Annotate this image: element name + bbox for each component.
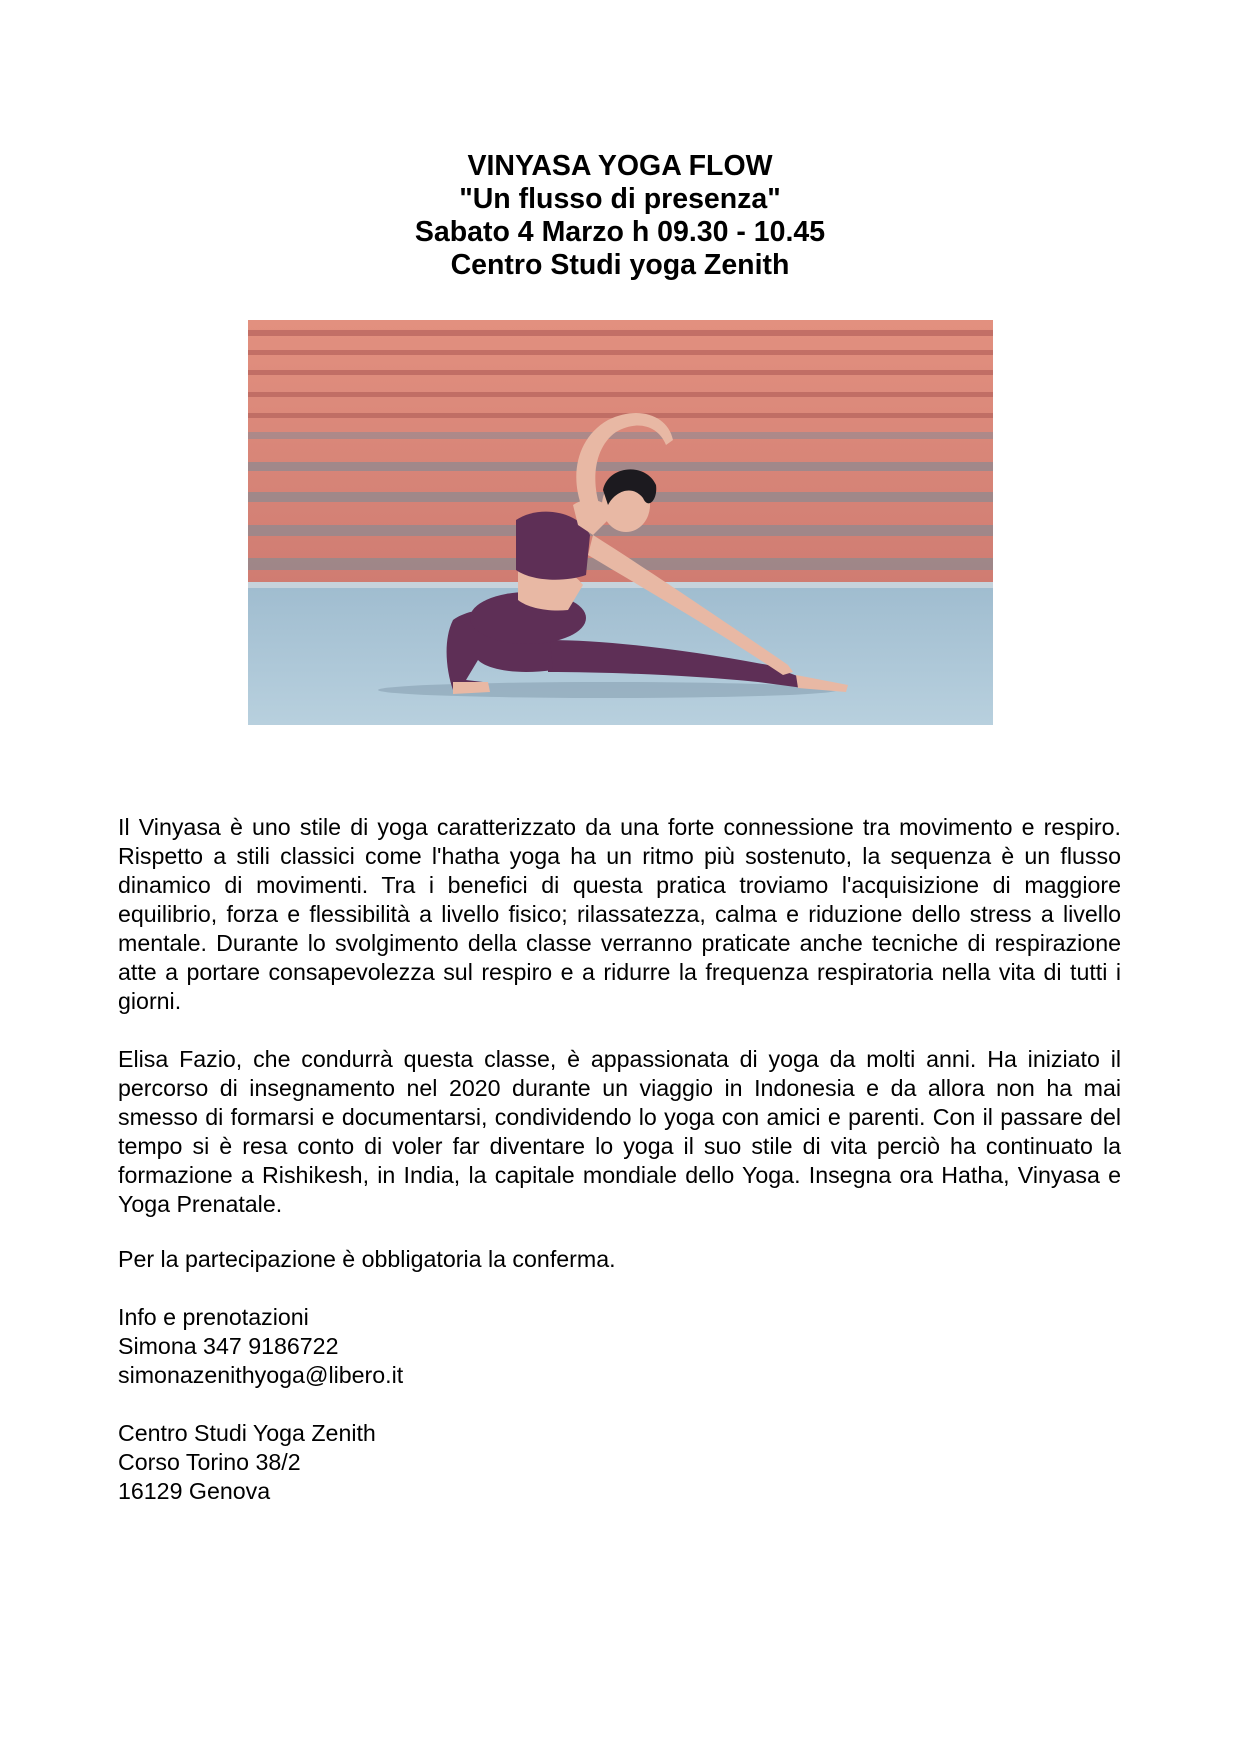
address-street: Corso Torino 38/2 — [118, 1449, 301, 1475]
address-city: 16129 Genova — [118, 1478, 271, 1504]
event-header — [0, 150, 1240, 282]
event-venue: Centro Studi yoga Zenith — [450, 249, 790, 281]
yoga-pose-watercolor-icon — [248, 320, 993, 725]
teacher-paragraph: Elisa Fazio, che condurrà questa classe, è appassionata di yoga da molti anni. Ha iniziato il percorso di insegnamento nel 2020 durante un viaggio in Indonesia e da allora non ha mai smesso di formarsi e documentarsi, condividendo lo yoga con amici e parenti. Con il passare del tempo si è resa conto di voler far diventare lo yoga il suo stile di vita perciò ha continuato la formazione a Rishikesh, in India, la capitale mondiale dello Yoga. Insegna ora Hatha, Vinyasa e Yoga Prenatale. — [118, 1046, 1121, 1217]
yoga-pose-illustration — [248, 320, 993, 725]
info-heading: Info e prenotazioni — [118, 1304, 309, 1330]
address-name: Centro Studi Yoga Zenith — [118, 1420, 376, 1446]
contact-email[interactable]: simonazenithyoga@libero.it — [118, 1362, 404, 1388]
event-title: VINYASA YOGA FLOW — [467, 150, 773, 182]
event-datetime: Sabato 4 Marzo h 09.30 - 10.45 — [414, 216, 826, 248]
wall — [248, 320, 993, 585]
address-block — [118, 1419, 1121, 1506]
intro-paragraph: Il Vinyasa è uno stile di yoga caratterizzato da una forte connessione tra movimento e respiro. Rispetto a stili classici come l'hatha yoga ha un ritmo più sostenuto, la sequenza è un flusso dinamico di movimenti. Tra i benefici di questa pratica troviamo l'acquisizione di maggiore equilibrio, forza e flessibilità a livello fisico; rilassatezza, calma e riduzione dello stress a livello mentale. Durante lo svolgimento della classe verranno praticate anche tecniche di respirazione atte a portare consapevolezza sul respiro e a ridurre la frequenza respiratoria nella vita di tutti i giorni. — [118, 814, 1121, 1014]
confirmation-note: Per la partecipazione è obbligatoria la conferma. — [118, 1246, 616, 1272]
info-block — [118, 1303, 1121, 1390]
event-subtitle: "Un flusso di presenza" — [459, 183, 781, 215]
contact-phone: Simona 347 9186722 — [118, 1333, 339, 1359]
